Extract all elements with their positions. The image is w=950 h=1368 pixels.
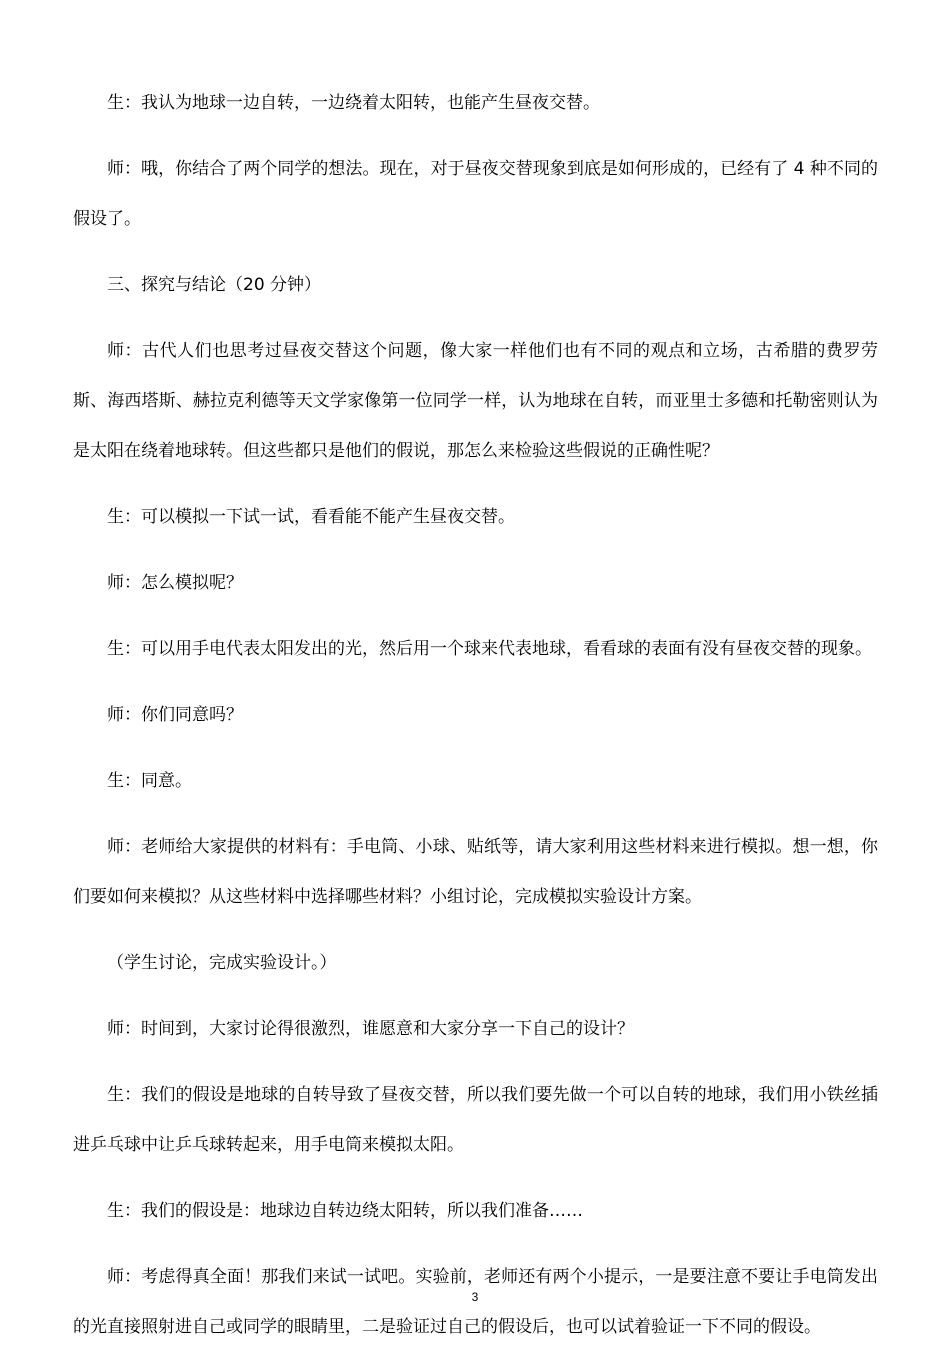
paragraph-teacher-four-hypotheses: 师：哦，你结合了两个同学的想法。现在，对于昼夜交替现象到底是如何形成的，已经有了 4 种不同的假设了。 [73,159,878,229]
paragraph-student-orbit-design: 生：我们的假设是：地球边自转边绕太阳转，所以我们准备…… [107,1201,583,1221]
paragraph-student-rotation-design: 生：我们的假设是地球的自转导致了昼夜交替，所以我们要先做一个可以自转的地球，我们用小铁丝插进乒乓球中让乒乓球转起来，用手电筒来模拟太阳。 [73,1085,878,1155]
paragraph-teacher-tips: 师：考虑得真全面！那我们来试一试吧。实验前，老师还有两个小提示，一是要注意不要让手电筒发出的光直接照射进自己或同学的眼睛里，二是验证过自己的假设后，也可以试着验证一下不同的假设。 [73,1267,878,1337]
page-number: 3 [471,1290,479,1304]
section-heading-explore-conclude: 三、探究与结论（20 分钟） [107,275,322,295]
paragraph-teacher-ancient-astronomers: 师：古代人们也思考过昼夜交替这个问题，像大家一样他们也有不同的观点和立场，古希腊的费罗劳斯、海西塔斯、赫拉克利德等天文学家像第一位同学一样，认为地球在自转，而亚里士多德和托勒密则认为是太阳在绕着地球转。但这些都只是他们的假说，那怎么来检验这些假说的正确性呢？ [73,341,878,461]
document-body [73,78,878,1368]
paragraph-teacher-agree: 师：你们同意吗？ [107,705,243,725]
paragraph-student-flashlight-ball: 生：可以用手电代表太阳发出的光，然后用一个球来代表地球，看看球的表面有没有昼夜交替的现象。 [107,639,872,659]
paragraph-student-simulate: 生：可以模拟一下试一试，看看能不能产生昼夜交替。 [107,507,515,527]
paragraph-teacher-how-simulate: 师：怎么模拟呢？ [107,573,243,593]
paragraph-teacher-materials: 师：老师给大家提供的材料有：手电筒、小球、贴纸等，请大家利用这些材料来进行模拟。想一想，你们要如何来模拟？从这些材料中选择哪些材料？小组讨论，完成模拟实验设计方案。 [73,837,878,907]
paragraph-students-discuss: （学生讨论，完成实验设计。） [107,953,337,973]
paragraph-student-hypothesis: 生：我认为地球一边自转，一边绕着太阳转，也能产生昼夜交替。 [107,93,600,113]
paragraph-student-agree: 生：同意。 [107,771,192,791]
paragraph-teacher-share: 师：时间到，大家讨论得很激烈，谁愿意和大家分享一下自己的设计？ [107,1019,634,1039]
